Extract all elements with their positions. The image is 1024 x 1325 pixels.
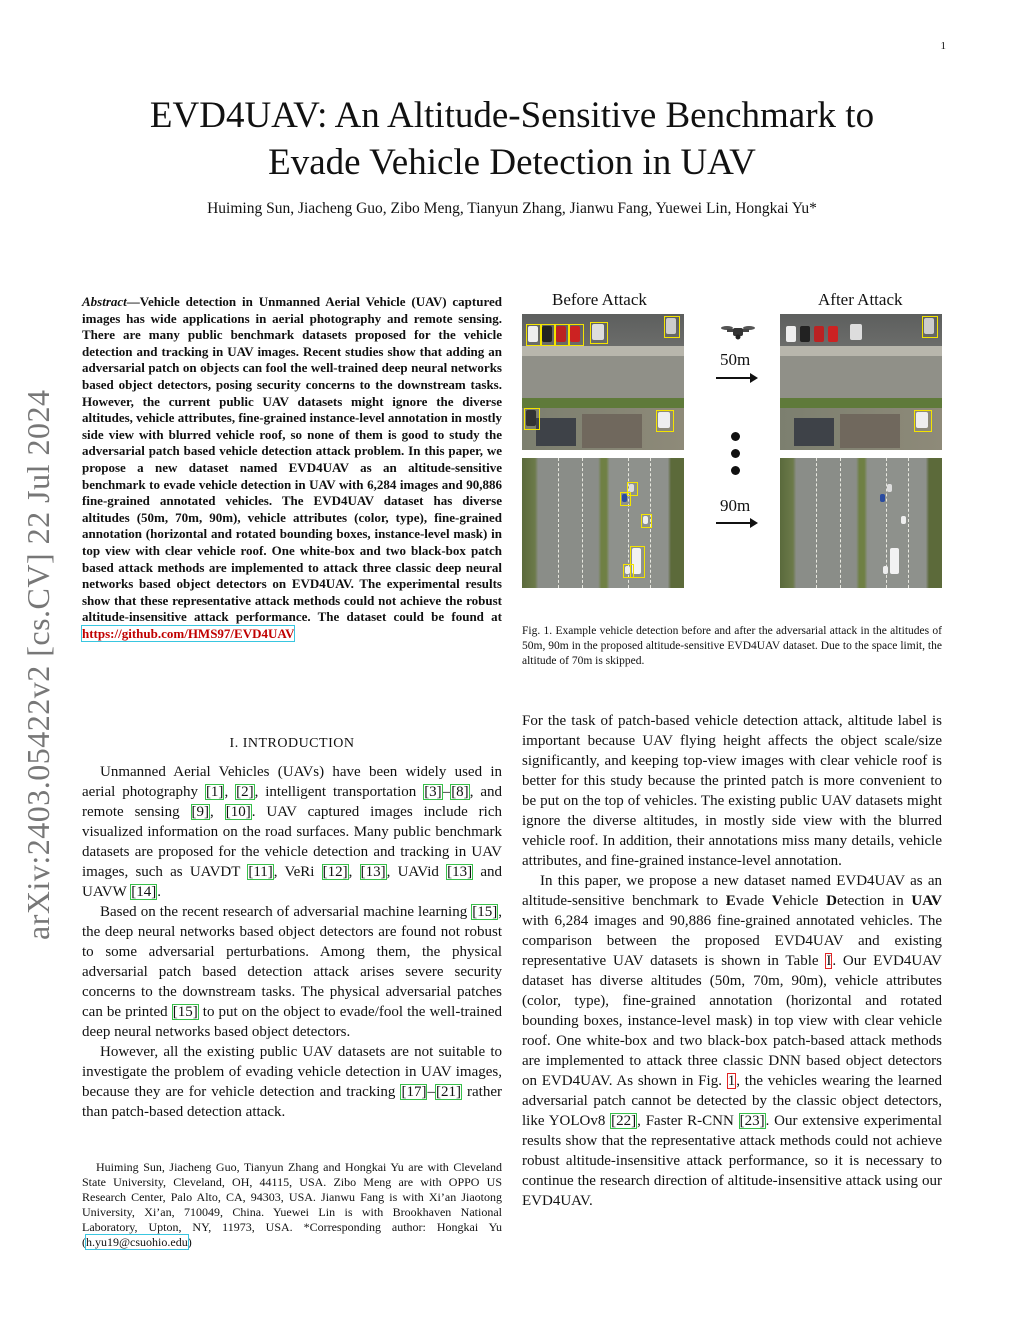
text-run: etection xyxy=(836,893,885,909)
abstract-lead: Abstract xyxy=(82,294,127,309)
citation-link[interactable]: [22] xyxy=(611,1113,637,1129)
ellipsis-dot xyxy=(731,466,740,475)
photo-before-90m xyxy=(522,458,684,588)
citation-link[interactable]: [1] xyxy=(205,784,224,800)
title-line-2: Evade Vehicle Detection in UAV xyxy=(268,142,756,183)
lane-marking xyxy=(582,458,584,588)
text-run: However, all the existing public UAV datasets are not suitable to investigate the problem of evading vehicle detection in UAV images, because they are for vehicle detection and tracking xyxy=(82,1044,502,1100)
detection-box xyxy=(623,564,634,578)
detection-box xyxy=(664,316,680,338)
intro-paragraph-3 xyxy=(82,1042,502,1122)
lane-marking xyxy=(840,458,842,588)
vehicle xyxy=(828,326,838,342)
grass-strip xyxy=(780,398,942,408)
text-run: , xyxy=(224,784,236,800)
ellipsis-dot xyxy=(731,449,740,458)
bold-letter: E xyxy=(725,893,736,909)
street xyxy=(522,356,684,398)
photo-after-50m xyxy=(780,314,942,450)
detection-box xyxy=(524,408,540,430)
citation-link[interactable]: [15] xyxy=(172,1004,198,1020)
text-run: . xyxy=(157,884,161,900)
photo-before-50m xyxy=(522,314,684,450)
text-run: Based on the recent research of adversarial machine learning xyxy=(100,904,472,920)
paper-title xyxy=(80,92,944,186)
sidewalk xyxy=(780,346,942,356)
bold-letter: D xyxy=(826,893,837,909)
intro-paragraph-1 xyxy=(82,762,502,902)
citation-link[interactable]: [3] xyxy=(424,784,442,800)
author-list: Huiming Sun, Jiacheng Guo, Zibo Meng, Tianyun Zhang, Jianwu Fang, Yuewei Lin, Hongkai Yu* xyxy=(207,200,817,217)
figure-caption: Fig. 1. Example vehicle detection before and after the adversarial attack in the altitudes of 50m, 90m in the proposed altitude-sensitive EVD4UAV dataset. Due to the space limit, the altitude of 70m is skipped. xyxy=(522,625,942,667)
affiliation-footnote xyxy=(82,1160,502,1250)
vehicle xyxy=(800,326,810,342)
abstract-text: —Vehicle detection in Unmanned Aerial Vehicle (UAV) captured images has wide applications in aerial photography and remote sensing. There are many public benchmark datasets proposed for the vehicle detection and tracking in UAV images. Recent studies show that adding an adversarial patch on objects can fool the well-trained deep neural networks based object detectors, posing security concerns to the downstream tasks. However, the current public UAV datasets might ignore the diverse altitudes, vehicle attributes, fine-grained instance-level annotation in mostly side view with blurred vehicle roof, so none of them is good to study the adversarial patch based vehicle detection attack problem. In this paper, we propose a new dataset named EVD4UAV as an altitude-sensitive benchmark to evade vehicle detection in UAV with 6,284 images and 90,886 fine-grained annotated vehicles. The EVD4UAV dataset has diverse altitudes (50m, 70m, 90m), vehicle attributes (color, type), fine-grained annotation (horizontal and rotated bounding boxes, instance-level mask) in top view with clear vehicle roof. One white-box and two black-box patch based attack methods are implemented to attack three classic deep neural networks based object detectors on EVD4UAV. The experimental results show that these representative attack methods could not achieve the robust altitude-insensitive attack performance. The dataset could be found at xyxy=(82,294,502,625)
citation-link[interactable]: [17] xyxy=(401,1084,427,1100)
text-run: In this paper, we propose a new dataset named EVD4UAV as an altitude-sensitive benchmark to xyxy=(522,873,942,909)
citation-link[interactable]: [23] xyxy=(739,1113,765,1129)
vehicle xyxy=(786,326,796,342)
photo-after-90m xyxy=(780,458,942,588)
text-run: and UAVW xyxy=(82,864,502,900)
before-attack-label: Before Attack xyxy=(552,290,647,309)
drone-icon xyxy=(720,322,756,342)
citation-link[interactable]: [13] xyxy=(447,864,473,880)
citation-link[interactable]: [8] xyxy=(451,784,469,800)
introduction-body xyxy=(82,762,502,1122)
page-number: 1 xyxy=(940,40,946,52)
detection-box xyxy=(656,410,674,432)
vehicle xyxy=(814,326,824,342)
figure-reference-link[interactable]: 1 xyxy=(727,1073,736,1089)
text-run: to put on the object to evade/fool the well-trained deep neural networks based object detectors. xyxy=(82,1004,502,1040)
arrow-icon xyxy=(716,377,756,379)
text-run: Unmanned Aerial Vehicles (UAVs) have been widely used in aerial photography xyxy=(82,764,502,800)
citation-link[interactable]: [12] xyxy=(322,864,348,880)
roof xyxy=(536,418,576,446)
citation-link[interactable]: [13] xyxy=(360,864,386,880)
right-column-body xyxy=(522,711,942,1211)
after-attack-label: After Attack xyxy=(818,290,903,309)
text-run: , UAVid xyxy=(386,864,447,880)
right-paragraph-2 xyxy=(522,871,942,1211)
section-heading-introduction: I. INTRODUCTION xyxy=(229,736,355,751)
detection-box xyxy=(590,322,608,344)
text-run: , the vehicles wearing the learned adversarial patch cannot be detected by the classic object detectors, like YOLOv8 xyxy=(522,1073,942,1129)
text-run: , xyxy=(210,804,225,820)
citation-link[interactable]: [9] xyxy=(191,804,210,820)
citation-link[interactable]: [11] xyxy=(248,864,273,880)
detection-box xyxy=(568,324,584,346)
text-run: . Our EVD4UAV dataset has diverse altitudes (50m, 70m, 90m), vehicle attributes (color, type), fine-grained annotation (horizontal and rotated bounding boxes, instance-level mask) in top view with clear vehicle roof. One white-box and two black-box patch-based attack methods are implemented to attack three classic DNN based object detectors on EVD4UAV. As shown in Fig. xyxy=(522,953,942,1089)
email-link[interactable]: h.yu19@csuohio.edu xyxy=(86,1235,188,1249)
text-run: , xyxy=(348,864,360,880)
lane-marking xyxy=(908,458,910,588)
dataset-link[interactable]: https://github.com/HMS97/EVD4UAV xyxy=(82,625,295,641)
roof xyxy=(794,418,834,446)
arrow-icon xyxy=(716,522,756,524)
detection-box xyxy=(641,514,652,528)
vehicle xyxy=(880,494,885,502)
text-run: Huiming Sun, Jiacheng Guo, Tianyun Zhang and Hongkai Yu are with Cleveland State University, Cleveland, OH, 44115, USA. Zibo Meng are with OPPO US Research Center, Palo Alto, CA, 94303, USA. Jianwu Fang is with Xi’an Jiaotong University, Xi’an, 710049, China. Yuewei Lin is with Brookhaven National Laboratory, Upton, NY, 11973, USA. *Corresponding author: Hongkai Yu ( xyxy=(82,1160,502,1249)
sidewalk xyxy=(522,346,684,356)
text-run: ehicle xyxy=(782,893,827,909)
text-run: , intelligent transportation xyxy=(254,784,424,800)
arxiv-stamp: arXiv:2403.05422v2 [cs.CV] 22 Jul 2024 xyxy=(20,389,56,940)
intro-paragraph-2 xyxy=(82,902,502,1042)
bold-word: UAV xyxy=(911,893,942,909)
text-run: , Faster R-CNN xyxy=(637,1113,739,1129)
text-run: , VeRi xyxy=(273,864,322,880)
grass-strip xyxy=(522,398,684,408)
vehicle xyxy=(901,516,906,524)
text-run: ) xyxy=(187,1235,192,1249)
table-reference-link[interactable]: I xyxy=(826,953,832,969)
text-run: , the deep neural networks based object detectors are found not robust to some adversarial perturbations. Among them, the physical adversarial patch based detection attack arises severe security concerns to the downstream tasks. The physical adversarial patches can be printed xyxy=(82,904,502,1020)
lane-marking xyxy=(558,458,560,588)
text-run: in xyxy=(884,893,912,909)
citation-link[interactable]: [21] xyxy=(435,1084,461,1100)
vehicle xyxy=(890,548,899,574)
citation-link[interactable]: [14] xyxy=(131,884,157,900)
vehicle xyxy=(887,484,892,492)
detection-box xyxy=(620,492,631,506)
citation-link[interactable]: [15] xyxy=(472,904,498,920)
altitude-label-50m: 50m xyxy=(720,350,751,369)
text-run: – xyxy=(427,1084,435,1100)
right-paragraph-1: For the task of patch-based vehicle detection attack, altitude label is important because UAV flying height affects the object scale/size significantly, and keeping top-view images with clear vehicle roof is better for this study because the printed patch is more convenient to be put on the top of vehicles. The existing public UAV datasets might ignore the diverse altitudes, in mostly side view with the blurred vehicle roof. In addition, their annotations miss many details, vehicle attributes, and fine-grained instance-level annotation. xyxy=(522,713,942,869)
vehicle xyxy=(850,324,862,340)
detection-box xyxy=(922,316,938,338)
roof xyxy=(582,414,642,448)
abstract xyxy=(82,294,502,642)
citation-link[interactable]: [2] xyxy=(236,784,254,800)
text-run: with 6,284 images and 90,886 fine-grained annotated vehicles. The comparison between the proposed EVD4UAV and existing representative UAV datasets is shown in Table xyxy=(522,913,942,969)
text-run: . UAV captured images include rich visualized information on the road surfaces. Many public benchmark datasets are proposed for the vehicle detection and tracking in UAV images, such as UAVDT xyxy=(82,804,502,880)
citation-link[interactable]: [10] xyxy=(225,804,251,820)
text-run: rather than patch-based detection attack. xyxy=(82,1084,502,1120)
detection-box xyxy=(914,410,932,432)
roof xyxy=(840,414,900,448)
text-run: . Our extensive experimental results show that the representative attack methods could not achieve robust altitude-insensitive attack performance, so it is necessary to continue the research direction of altitude-insensitive attack using our EVD4UAV. xyxy=(522,1113,942,1209)
bold-letter: V xyxy=(771,893,783,909)
street xyxy=(780,356,942,398)
lane-marking xyxy=(816,458,818,588)
text-run: – xyxy=(442,784,451,800)
footnote-text xyxy=(82,1160,502,1250)
text-run: vade xyxy=(735,893,772,909)
title-line-1: EVD4UAV: An Altitude-Sensitive Benchmark to xyxy=(149,95,875,136)
altitude-label-90m: 90m xyxy=(720,496,751,515)
vehicle xyxy=(883,566,888,574)
text-run: , and remote sensing xyxy=(82,784,502,820)
ellipsis-dot xyxy=(731,432,740,441)
